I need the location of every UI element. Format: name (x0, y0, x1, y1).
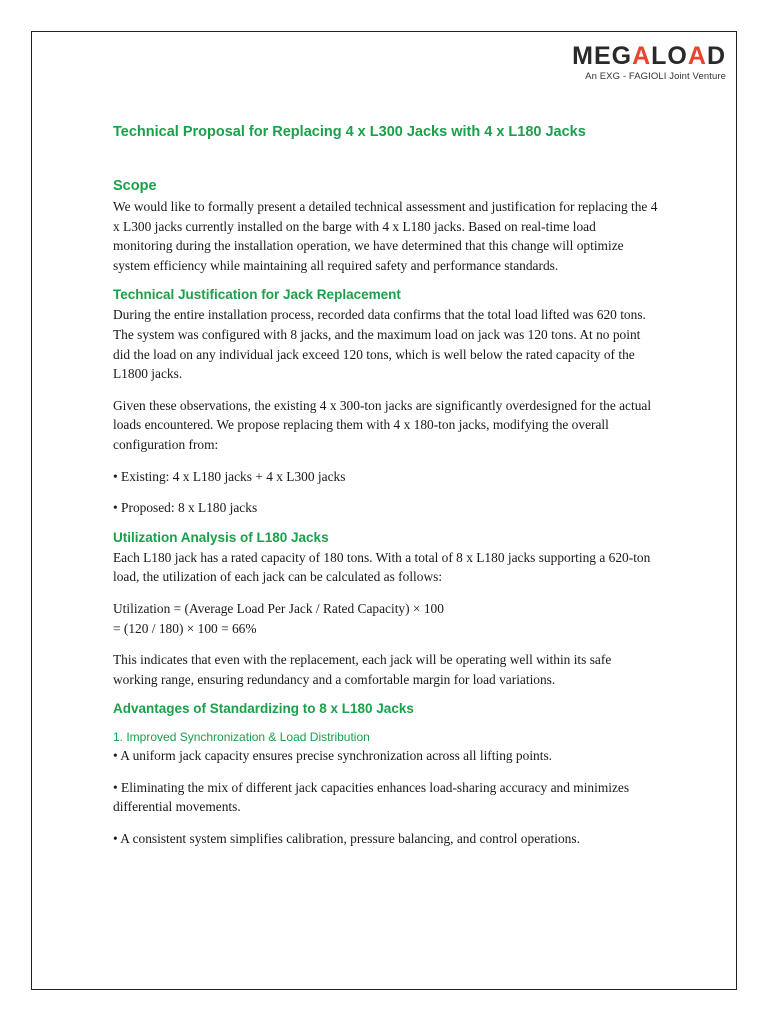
advantage-bullet-3: • A consistent system simplifies calibration, pressure balancing, and control operations. (113, 831, 580, 847)
justification-paragraph-2: Given these observations, the existing 4 x 300-ton jacks are significantly overdesigned for the actual loads encountered. We propose replacing them with 4 x 180-ton jacks, modifying the overall configuration from: (113, 397, 652, 452)
scope-paragraph: We would like to formally present a detailed technical assessment and justification for replacing the 4 x L300 jacks currently installed on the barge with 4 x L180 jacks. Based on real-time load monitoring during the installation operation, we have determined that this change will optimize system efficiency while maintaining all required safety and performance standards. (113, 199, 658, 273)
utilization-paragraph-1: Each L180 jack has a rated capacity of 180 tons. With a total of 8 x L180 jacks supporting a 620-ton load, the utilization of each jack can be calculated as follows: (113, 549, 651, 585)
advantages-heading: Advantages of Standardizing to 8 x L180 Jacks (113, 701, 414, 717)
logo-tagline: An EXG - FAGIOLI Joint Venture (585, 71, 726, 82)
utilization-heading: Utilization Analysis of L180 Jacks (113, 529, 329, 545)
bullet-proposed: • Proposed: 8 x L180 jacks (113, 500, 258, 516)
advantage-bullet-1: • A uniform jack capacity ensures precise synchronization across all lifting points. (113, 748, 553, 764)
scope-heading: Scope (113, 178, 157, 194)
utilization-paragraph-2: This indicates that even with the replacement, each jack will be operating well within its safe working range, ensuring redundancy and a comfortable margin for load variations. (113, 652, 612, 687)
justification-paragraph-1: During the entire installation process, recorded data confirms that the total load lifted was 620 tons. The system was configured with 8 jacks, and the maximum load on jack was 120 tons. At no point did the load on any individual jack exceed 120 tons, which is well below the rated capacity of the L1800 jacks. (113, 307, 646, 382)
company-logo (572, 42, 726, 82)
advantages-subheading-1: 1. Improved Synchronization & Load Distribution (113, 730, 370, 745)
justification-heading: Technical Justification for Jack Replacement (113, 287, 401, 303)
logo-wordmark: MEGALOAD (572, 42, 726, 70)
document-body (113, 124, 658, 861)
formula-line-2: = (120 / 180) × 100 = 66% (113, 620, 257, 636)
bullet-existing: • Existing: 4 x L180 jacks + 4 x L300 jacks (113, 468, 346, 484)
document-title: Technical Proposal for Replacing 4 x L300 Jacks with 4 x L180 Jacks (113, 124, 586, 140)
formula-line-1: Utilization = (Average Load Per Jack / Rated Capacity) × 100 (113, 600, 444, 616)
advantage-bullet-2: • Eliminating the mix of different jack capacities enhances load-sharing accuracy and minimizes differential movements. (113, 779, 630, 815)
